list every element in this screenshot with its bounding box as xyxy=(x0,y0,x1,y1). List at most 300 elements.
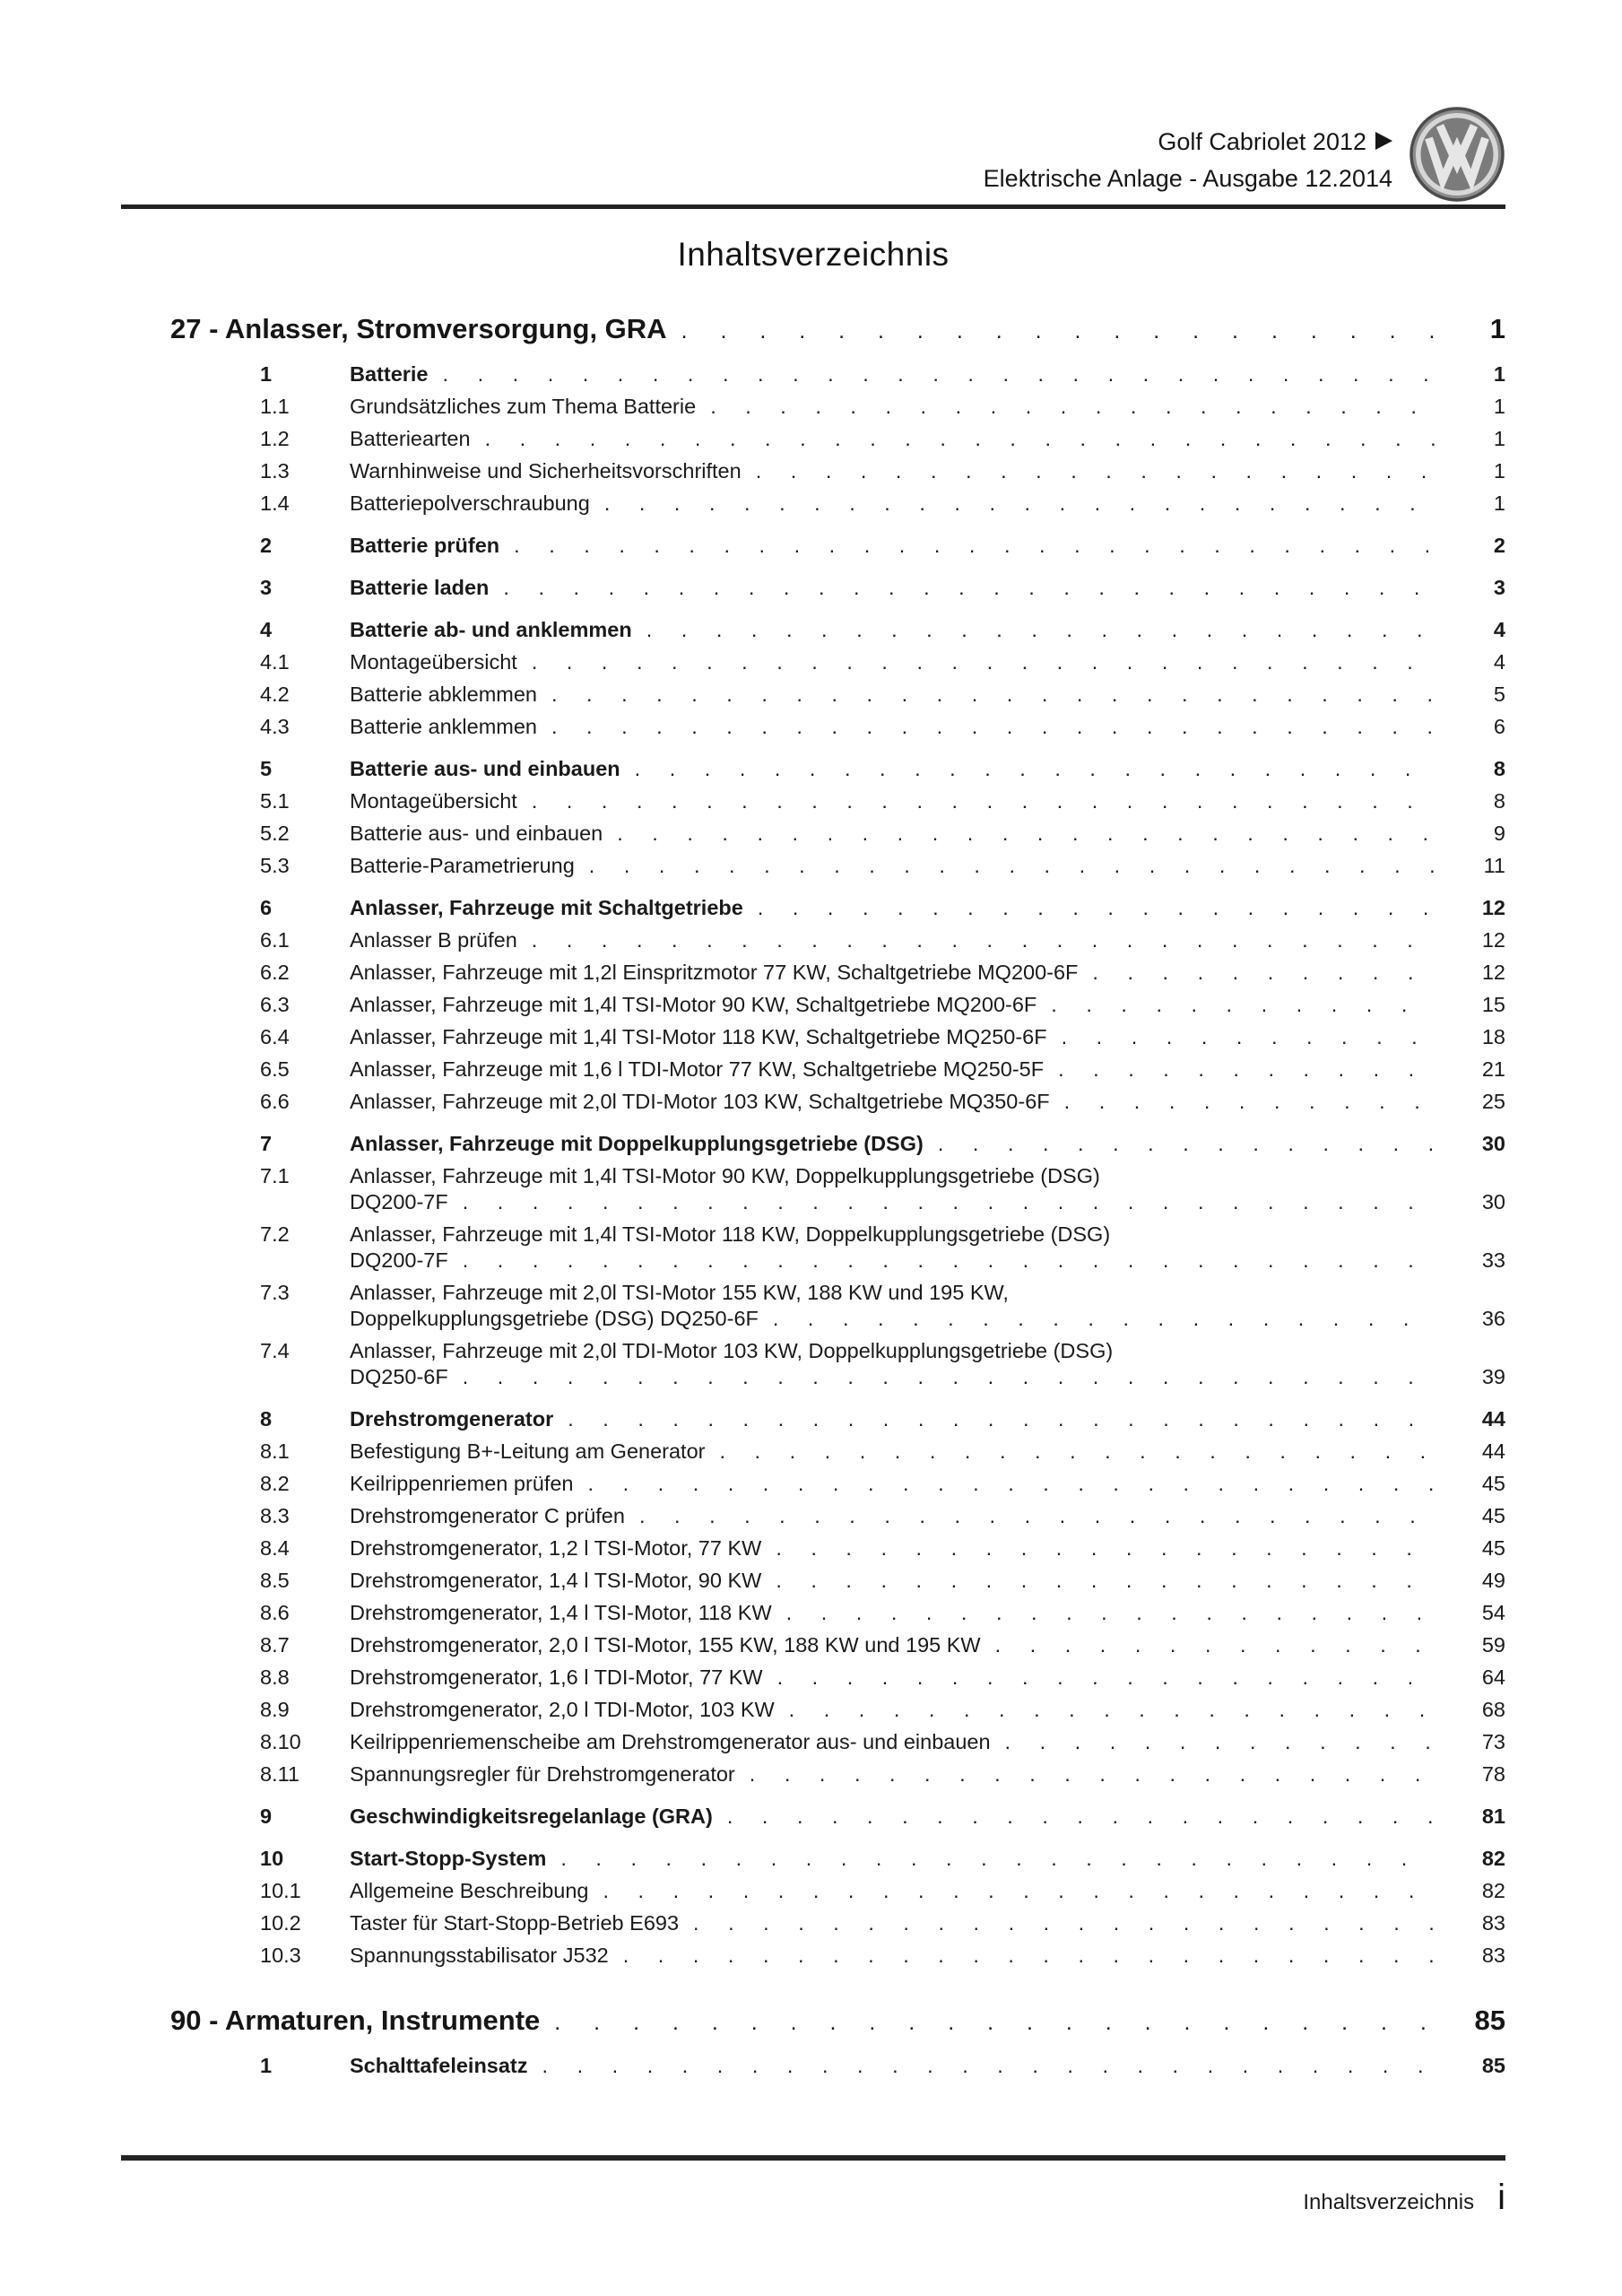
table-of-contents xyxy=(121,313,1505,2079)
toc-row xyxy=(121,1665,1505,1691)
toc-row xyxy=(121,1761,1505,1787)
toc-row xyxy=(121,992,1505,1018)
entry-number: 6.4 xyxy=(260,1025,290,1048)
entry-body xyxy=(350,1089,1505,1115)
entry-title-continued: Doppelkupplungsgetriebe (DSG) DQ250-6F xyxy=(350,1307,759,1330)
dot-leader xyxy=(532,649,1437,675)
entry-title: Batteriepolverschraubung xyxy=(350,491,590,515)
entry-title: Batterie prüfen xyxy=(350,534,500,557)
entry-title: Anlasser, Fahrzeuge mit Doppelkupplungsgetriebe (DSG) xyxy=(350,1132,924,1155)
toc-chapter-row xyxy=(121,313,1505,345)
entry-line xyxy=(350,491,1505,517)
entry-page-number: 1 xyxy=(1493,459,1505,483)
entry-title: Drehstromgenerator, 2,0 l TDI-Motor, 103 KW xyxy=(350,1698,775,1721)
entry-page-number: 83 xyxy=(1481,1911,1505,1935)
entry-page-number: 4 xyxy=(1493,650,1505,674)
entry-title: Grundsätzliches zum Thema Batterie xyxy=(350,395,697,418)
entry-line xyxy=(350,1846,1505,1872)
entry-number: 5.1 xyxy=(260,789,290,813)
entry-line xyxy=(350,927,1505,953)
chapter-page-number: 1 xyxy=(1489,313,1505,344)
entry-title: Drehstromgenerator, 1,4 l TSI-Motor, 90 KW xyxy=(350,1569,762,1592)
toc-row xyxy=(121,821,1505,847)
entry-page-number: 25 xyxy=(1481,1090,1505,1113)
entry-page-number: 9 xyxy=(1493,822,1505,845)
entry-page-number: 1 xyxy=(1493,395,1505,418)
entry-number: 8 xyxy=(260,1407,273,1431)
entry-line xyxy=(350,756,1505,782)
toc-row xyxy=(121,1471,1505,1497)
entry-body xyxy=(350,853,1505,879)
entry-body xyxy=(350,1280,1505,1332)
entry-number: 10 xyxy=(260,1847,284,1870)
entry-title: Start-Stopp-System xyxy=(350,1847,547,1870)
page-title: Inhaltsverzeichnis xyxy=(677,236,950,273)
entry-body xyxy=(350,1697,1505,1723)
entry-number: 6.2 xyxy=(260,961,290,984)
dot-leader xyxy=(617,821,1437,847)
header-divider xyxy=(121,204,1505,209)
toc-row xyxy=(121,960,1505,986)
entry-body xyxy=(350,960,1505,986)
entry-page-number: 1 xyxy=(1493,427,1505,450)
toc-row xyxy=(121,1878,1505,1904)
toc-row xyxy=(121,1280,1505,1332)
dot-leader xyxy=(551,714,1437,740)
dot-leader xyxy=(635,756,1437,782)
entry-title: Anlasser, Fahrzeuge mit 2,0l TDI-Motor 103 KW, Doppelkupplungsgetriebe (DSG) xyxy=(350,1339,1114,1362)
toc-row xyxy=(121,1729,1505,1755)
entry-line xyxy=(350,533,1505,559)
dot-leader xyxy=(773,1306,1437,1332)
chapter-page-number: 85 xyxy=(1474,2005,1505,2036)
entry-line xyxy=(350,1406,1505,1432)
manual-title: Elektrische Anlage - Ausgabe 12.2014 xyxy=(983,165,1392,192)
entry-title: Spannungsregler für Drehstromgenerator xyxy=(350,1762,735,1786)
entry-page-number: 68 xyxy=(1481,1698,1505,1721)
entry-page-number: 82 xyxy=(1481,1847,1505,1870)
entry-body xyxy=(350,895,1505,921)
entry-body xyxy=(350,788,1505,814)
dot-leader xyxy=(560,1846,1437,1872)
entry-line xyxy=(350,1364,1505,1390)
dot-leader xyxy=(588,1471,1437,1497)
entry-number: 6.3 xyxy=(260,993,290,1016)
toc-row xyxy=(121,1804,1505,1830)
entry-page-number: 81 xyxy=(1481,1805,1505,1828)
entry-page-number: 78 xyxy=(1481,1762,1505,1786)
dot-leader xyxy=(639,1503,1437,1529)
entry-page-number: 39 xyxy=(1481,1365,1505,1388)
dot-leader xyxy=(463,1364,1437,1390)
entry-title: Batterie abklemmen xyxy=(350,683,537,706)
footer-divider xyxy=(121,2155,1505,2161)
entry-body xyxy=(350,1804,1505,1830)
entry-number: 7 xyxy=(260,1132,273,1155)
footer-section-label: Inhaltsverzeichnis xyxy=(1303,2190,1475,2214)
entry-title: Anlasser, Fahrzeuge mit Schaltgetriebe xyxy=(350,896,743,919)
entry-body xyxy=(350,1131,1505,1157)
entry-title: Befestigung B+-Leitung am Generator xyxy=(350,1439,706,1463)
entry-title: Geschwindigkeitsregelanlage (GRA) xyxy=(350,1805,713,1828)
entry-title: Keilrippenriemenscheibe am Drehstromgenerator aus- und einbauen xyxy=(350,1730,991,1753)
dot-leader xyxy=(789,1697,1437,1723)
entry-title: Batterie aus- und einbauen xyxy=(350,822,603,845)
entry-number: 6 xyxy=(260,896,273,919)
toc-row xyxy=(121,714,1505,740)
entry-body xyxy=(350,1761,1505,1787)
dot-leader xyxy=(443,361,1437,387)
dot-leader xyxy=(776,1568,1437,1594)
entry-line xyxy=(350,682,1505,708)
entry-body xyxy=(350,1846,1505,1872)
entry-title: Montageübersicht xyxy=(350,650,517,674)
toc-row xyxy=(121,1632,1505,1658)
entry-title: Anlasser, Fahrzeuge mit 1,2l Einspritzmotor 77 KW, Schaltgetriebe MQ200-6F xyxy=(350,961,1079,984)
entry-number: 7.3 xyxy=(260,1281,290,1304)
entry-number: 10.2 xyxy=(260,1911,301,1935)
toc-row xyxy=(121,1024,1505,1050)
dot-leader xyxy=(750,1761,1437,1787)
toc-row xyxy=(121,1943,1505,1969)
toc-row xyxy=(121,1846,1505,1872)
entry-line xyxy=(350,575,1505,601)
entry-line xyxy=(350,1057,1505,1083)
entry-line xyxy=(350,1535,1505,1561)
toc-row xyxy=(121,895,1505,921)
entry-number: 8.5 xyxy=(260,1569,290,1592)
entry-number: 5 xyxy=(260,757,273,780)
dot-leader xyxy=(776,1535,1437,1561)
entry-body xyxy=(350,714,1505,740)
entry-page-number: 8 xyxy=(1493,757,1505,780)
entry-page-number: 5 xyxy=(1493,683,1505,706)
entry-line xyxy=(350,394,1505,420)
entry-page-number: 12 xyxy=(1481,928,1505,952)
toc-row xyxy=(121,426,1505,452)
entry-page-number: 85 xyxy=(1481,2054,1505,2077)
entry-line xyxy=(350,1471,1505,1497)
entry-page-number: 36 xyxy=(1481,1307,1505,1330)
entry-title: Schalttafeleinsatz xyxy=(350,2054,528,2077)
entry-title: Keilrippenriemen prüfen xyxy=(350,1472,574,1495)
page-header xyxy=(121,0,1505,203)
entry-number: 1 xyxy=(260,362,273,386)
entry-line xyxy=(350,1306,1505,1332)
entry-page-number: 21 xyxy=(1481,1057,1505,1081)
entry-number: 1.2 xyxy=(260,427,290,450)
vw-logo xyxy=(1409,106,1505,203)
entry-body xyxy=(350,927,1505,953)
toc-row xyxy=(121,617,1505,643)
toc-row xyxy=(121,1910,1505,1936)
dot-leader xyxy=(756,458,1437,484)
entry-line xyxy=(350,1943,1505,1969)
toc-row xyxy=(121,1222,1505,1274)
entry-title: Taster für Start-Stopp-Betrieb E693 xyxy=(350,1911,680,1935)
dot-leader xyxy=(623,1943,1437,1969)
dot-leader xyxy=(554,2010,1437,2036)
dot-leader xyxy=(485,426,1437,452)
entry-title-continued: DQ200-7F xyxy=(350,1248,448,1272)
model-title: Golf Cabriolet 2012 xyxy=(1158,128,1366,155)
toc-chapter-row xyxy=(121,2005,1505,2037)
entry-body xyxy=(350,1632,1505,1658)
toc-row xyxy=(121,1163,1505,1215)
entry-number: 8.2 xyxy=(260,1472,290,1495)
entry-line xyxy=(350,1248,1505,1274)
entry-page-number: 45 xyxy=(1481,1472,1505,1495)
entry-title: Drehstromgenerator, 2,0 l TSI-Motor, 155 KW, 188 KW und 195 KW xyxy=(350,1633,981,1657)
entry-body xyxy=(350,361,1505,387)
dot-leader xyxy=(758,895,1437,921)
entry-body xyxy=(350,1910,1505,1936)
entry-number: 8.8 xyxy=(260,1665,290,1689)
dot-leader xyxy=(1058,1057,1437,1083)
entry-number: 3 xyxy=(260,576,273,599)
entry-body xyxy=(350,1471,1505,1497)
entry-page-number: 54 xyxy=(1481,1601,1505,1624)
entry-line xyxy=(350,1503,1505,1529)
entry-number: 6.1 xyxy=(260,928,290,952)
dot-leader xyxy=(589,853,1437,879)
dot-leader xyxy=(532,927,1437,953)
dot-leader xyxy=(463,1189,1437,1215)
entry-line xyxy=(350,853,1505,879)
entry-title-continued: DQ200-7F xyxy=(350,1190,448,1213)
entry-body xyxy=(350,1943,1505,1969)
toc-row xyxy=(121,853,1505,879)
dot-leader xyxy=(777,1665,1437,1691)
entry-body xyxy=(350,1535,1505,1561)
toc-row xyxy=(121,927,1505,953)
entry-body xyxy=(350,458,1505,484)
toc-row xyxy=(121,788,1505,814)
entry-page-number: 33 xyxy=(1481,1248,1505,1272)
entry-page-number: 30 xyxy=(1481,1132,1505,1155)
entry-page-number: 11 xyxy=(1483,854,1505,877)
entry-page-number: 12 xyxy=(1481,961,1505,984)
entry-title: Anlasser, Fahrzeuge mit 1,4l TSI-Motor 90 KW, Schaltgetriebe MQ200-6F xyxy=(350,993,1037,1016)
entry-body xyxy=(350,533,1505,559)
entry-body xyxy=(350,1878,1505,1904)
entry-line xyxy=(350,361,1505,387)
entry-page-number: 6 xyxy=(1493,715,1505,738)
entry-title: Batterie ab- und anklemmen xyxy=(350,618,632,641)
entry-line xyxy=(350,895,1505,921)
toc-row xyxy=(121,1600,1505,1626)
entry-line xyxy=(350,1189,1505,1215)
entry-number: 7.2 xyxy=(260,1222,290,1246)
entry-number: 5.2 xyxy=(260,822,290,845)
toc-row xyxy=(121,1535,1505,1561)
entry-body xyxy=(350,1665,1505,1691)
entry-line xyxy=(350,1878,1505,1904)
chapter-label: 27 - Anlasser, Stromversorgung, GRA xyxy=(170,313,667,344)
entry-number: 6.5 xyxy=(260,1057,290,1081)
entry-body xyxy=(350,1024,1505,1050)
dot-leader xyxy=(646,617,1437,643)
dot-leader xyxy=(786,1600,1437,1626)
entry-line xyxy=(350,1600,1505,1626)
entry-number: 8.3 xyxy=(260,1504,290,1527)
entry-page-number: 15 xyxy=(1481,993,1505,1016)
entry-number: 4.2 xyxy=(260,683,290,706)
entry-line xyxy=(350,1089,1505,1115)
entry-body xyxy=(350,426,1505,452)
entry-body xyxy=(350,1600,1505,1626)
entry-body xyxy=(350,821,1505,847)
entry-body xyxy=(350,2053,1505,2079)
entry-number: 8.7 xyxy=(260,1633,290,1657)
entry-line xyxy=(350,649,1505,675)
toc-row xyxy=(121,1568,1505,1594)
dot-leader xyxy=(532,788,1437,814)
entry-body xyxy=(350,1729,1505,1755)
toc-row xyxy=(121,2053,1505,2079)
entry-title: Batteriearten xyxy=(350,427,471,450)
dot-leader xyxy=(681,318,1437,344)
entry-page-number: 73 xyxy=(1481,1730,1505,1753)
entry-number: 6.6 xyxy=(260,1090,290,1113)
entry-line xyxy=(350,1632,1505,1658)
toc-row xyxy=(121,1697,1505,1723)
entry-number: 10.3 xyxy=(260,1944,301,1967)
entry-page-number: 44 xyxy=(1481,1439,1505,1463)
dot-leader xyxy=(463,1248,1437,1274)
entry-page-number: 12 xyxy=(1481,896,1505,919)
entry-body xyxy=(350,575,1505,601)
entry-line xyxy=(350,1697,1505,1723)
entry-title: Spannungsstabilisator J532 xyxy=(350,1944,609,1967)
toc-row xyxy=(121,491,1505,517)
entry-number: 1 xyxy=(260,2054,273,2077)
dot-leader xyxy=(1064,1089,1437,1115)
entry-line xyxy=(350,2053,1505,2079)
entry-body xyxy=(350,649,1505,675)
entry-body xyxy=(350,1406,1505,1432)
entry-title: Drehstromgenerator, 1,2 l TSI-Motor, 77 KW xyxy=(350,1536,762,1560)
entry-page-number: 82 xyxy=(1481,1879,1505,1902)
entry-body xyxy=(350,491,1505,517)
entry-body xyxy=(350,394,1505,420)
entry-body xyxy=(350,1057,1505,1083)
entry-line xyxy=(350,1024,1505,1050)
entry-title: Batterie-Parametrierung xyxy=(350,854,575,877)
entry-line xyxy=(350,1729,1505,1755)
dot-leader xyxy=(693,1910,1437,1936)
entry-body xyxy=(350,1222,1505,1274)
entry-page-number: 1 xyxy=(1493,362,1505,386)
entry-number: 7.4 xyxy=(260,1339,290,1362)
entry-body xyxy=(350,1503,1505,1529)
entry-page-number: 1 xyxy=(1493,491,1505,515)
entry-title: Drehstromgenerator, 1,4 l TSI-Motor, 118 KW xyxy=(350,1601,772,1624)
toc-row xyxy=(121,458,1505,484)
entry-line xyxy=(350,821,1505,847)
entry-number: 5.3 xyxy=(260,854,290,877)
entry-line xyxy=(350,1439,1505,1465)
entry-line xyxy=(350,458,1505,484)
entry-number: 4 xyxy=(260,618,273,641)
entry-title: Batterie laden xyxy=(350,576,490,599)
entry-title: Batterie anklemmen xyxy=(350,715,537,738)
toc-row xyxy=(121,533,1505,559)
entry-page-number: 30 xyxy=(1481,1190,1505,1213)
entry-number: 1.3 xyxy=(260,459,290,483)
entry-title: Anlasser, Fahrzeuge mit 2,0l TSI-Motor 155 KW, 188 KW und 195 KW, xyxy=(350,1281,1009,1304)
toc-row xyxy=(121,1057,1505,1083)
toc-row xyxy=(121,682,1505,708)
dot-leader xyxy=(514,533,1437,559)
entry-number: 8.9 xyxy=(260,1698,290,1721)
dot-leader xyxy=(1051,992,1437,1018)
toc-row xyxy=(121,361,1505,387)
entry-body xyxy=(350,1568,1505,1594)
entry-body xyxy=(350,756,1505,782)
entry-page-number: 64 xyxy=(1481,1665,1505,1689)
entry-body xyxy=(350,1439,1505,1465)
entry-title: Batterie aus- und einbauen xyxy=(350,757,620,780)
entry-number: 1.1 xyxy=(260,395,290,418)
entry-number: 7.1 xyxy=(260,1164,290,1187)
entry-number: 4.3 xyxy=(260,715,290,738)
dot-leader xyxy=(542,2053,1437,2079)
entry-line xyxy=(350,1568,1505,1594)
entry-number: 8.11 xyxy=(260,1762,299,1786)
entry-title: Anlasser, Fahrzeuge mit 1,4l TSI-Motor 118 KW, Doppelkupplungsgetriebe (DSG) xyxy=(350,1222,1111,1246)
entry-title: Montageübersicht xyxy=(350,789,517,813)
entry-body xyxy=(350,1338,1505,1390)
toc-row xyxy=(121,394,1505,420)
dot-leader xyxy=(603,1878,1438,1904)
footer-page-number: i xyxy=(1497,2178,1505,2217)
toc-row xyxy=(121,1089,1505,1115)
chapter-label: 90 - Armaturen, Instrumente xyxy=(170,2005,541,2036)
toc-row xyxy=(121,575,1505,601)
toc-row xyxy=(121,1439,1505,1465)
entry-page-number: 4 xyxy=(1493,618,1505,641)
entry-title: Warnhinweise und Sicherheitsvorschriften xyxy=(350,459,742,483)
dot-leader xyxy=(551,682,1437,708)
toc-row xyxy=(121,1338,1505,1390)
entry-number: 10.1 xyxy=(260,1879,301,1902)
entry-number: 1.4 xyxy=(260,491,290,515)
entry-title: Anlasser, Fahrzeuge mit 1,4l TSI-Motor 90 KW, Doppelkupplungsgetriebe (DSG) xyxy=(350,1164,1100,1187)
entry-line xyxy=(350,788,1505,814)
dot-leader xyxy=(1092,960,1437,986)
entry-title: Drehstromgenerator, 1,6 l TDI-Motor, 77 KW xyxy=(350,1665,763,1689)
dot-leader xyxy=(719,1439,1437,1465)
entry-body xyxy=(350,992,1505,1018)
toc-row xyxy=(121,756,1505,782)
entry-number: 8.10 xyxy=(260,1730,301,1753)
entry-title: Allgemeine Beschreibung xyxy=(350,1879,589,1902)
entry-page-number: 45 xyxy=(1481,1536,1505,1560)
entry-line xyxy=(350,1665,1505,1691)
dot-leader xyxy=(568,1406,1437,1432)
dot-leader xyxy=(710,394,1437,420)
entry-page-number: 2 xyxy=(1493,534,1505,557)
entry-line xyxy=(350,1131,1505,1157)
entry-line xyxy=(350,960,1505,986)
toc-row xyxy=(121,1406,1505,1432)
entry-body xyxy=(350,1163,1505,1215)
entry-page-number: 44 xyxy=(1481,1407,1505,1431)
entry-page-number: 8 xyxy=(1493,789,1505,813)
entry-body xyxy=(350,617,1505,643)
entry-line xyxy=(350,1804,1505,1830)
